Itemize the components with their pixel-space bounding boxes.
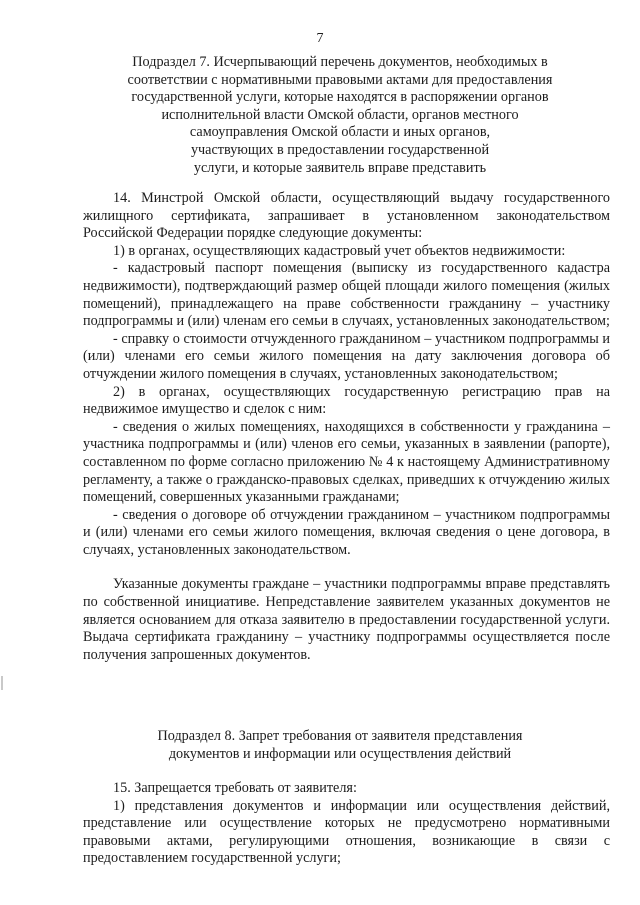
paragraph-prohibition-1: 1) представления документов и информации или осуществления действий, представление или осуществление которых не предусмотрено нормативными правовыми актами, регулирующими отношения, возникающие в связи с предоставлением государственной услуги; [83,797,610,867]
heading-line: самоуправления Омской области и иных органов, [189,124,491,141]
paragraph-cadastral-bodies: 1) в органах, осуществляющих кадастровый учет объектов недвижимости: [113,242,566,259]
heading-line: Подраздел 7. Исчерпывающий перечень документов, необходимых в [132,54,548,70]
paragraph-cost-certificate: - справку о стоимости отчужденного гражданином – участником подпрограммы и (или) членами его семьи жилого помещения на дату заключения договора об отчуждении жилого помещения в случаях, установленных законодательством; [83,330,610,382]
heading-line: участвующих в предоставлении государственной [190,141,490,158]
paragraph-14: 14. Минстрой Омской области, осуществляющий выдачу государственного жилищного сертификата, запрашивает в установленном законодательством Российской Федерации порядке следующие документы: [83,190,610,242]
scan-edge-mark [1,676,3,690]
heading-line: государственной услуги, которые находятся в распоряжении органов [131,89,549,106]
paragraph-own-initiative: Указанные документы граждане – участники подпрограммы вправе представлять по собственной инициативе. Непредставление заявителем указанных документов не является основанием для отказа заявителю в предоставлении государственной услуги. Выдача сертификата гражданину – участнику подпрограммы осуществляется после получения запрошенных документов. [83,576,610,663]
subsection-7-heading [100,54,580,177]
paragraph-cadastral-passport: - кадастровый паспорт помещения (выписку из государственного кадастра недвижимости), подтверждающий размер общей площади жилого помещения (жилых помещений), принадлежащего на праве собственности гражданину – участнику подпрограммы и (или) членам его семьи в случаях, установленных законодательством; [83,260,610,330]
page-number: 7 [316,31,324,46]
paragraph-gap [83,559,610,576]
heading-line: Подраздел 8. Запрет требования от заявителя представления [157,728,523,744]
subsection-8-heading [100,728,580,763]
paragraph-15: 15. Запрещается требовать от заявителя: [113,780,357,796]
paragraph-registration-bodies: 2) в органах, осуществляющих государственную регистрацию прав на недвижимое имущество и сделок с ним: [83,383,610,418]
paragraph-property-info: - сведения о жилых помещениях, находящихся в собственности у гражданина – участника подпрограммы и (или) членов его семьи, указанных в заявлении (рапорте), составленном по форме согласно приложению № 4 к настоящему Административному регламенту, а также о гражданско-правовых сделках, приведших к отчуждению жилых помещений, совершенных указанными гражданами; [83,418,610,506]
heading-line: услуги, и которые заявитель вправе представить [193,159,487,176]
heading-line: исполнительной власти Омской области, органов местного [161,106,519,123]
heading-line: соответствии с нормативными правовыми актами для предоставления [127,71,553,88]
subsection-7-body [83,190,610,664]
heading-line: документов и информации или осуществления действий [168,745,512,762]
subsection-8-body [83,780,610,868]
paragraph-alienation-contract: - сведения о договоре об отчуждении гражданином – участником подпрограммы и (или) членами его семьи жилого помещения, включая сведения о цене договора, в случаях, установленных законодательством. [83,506,610,558]
